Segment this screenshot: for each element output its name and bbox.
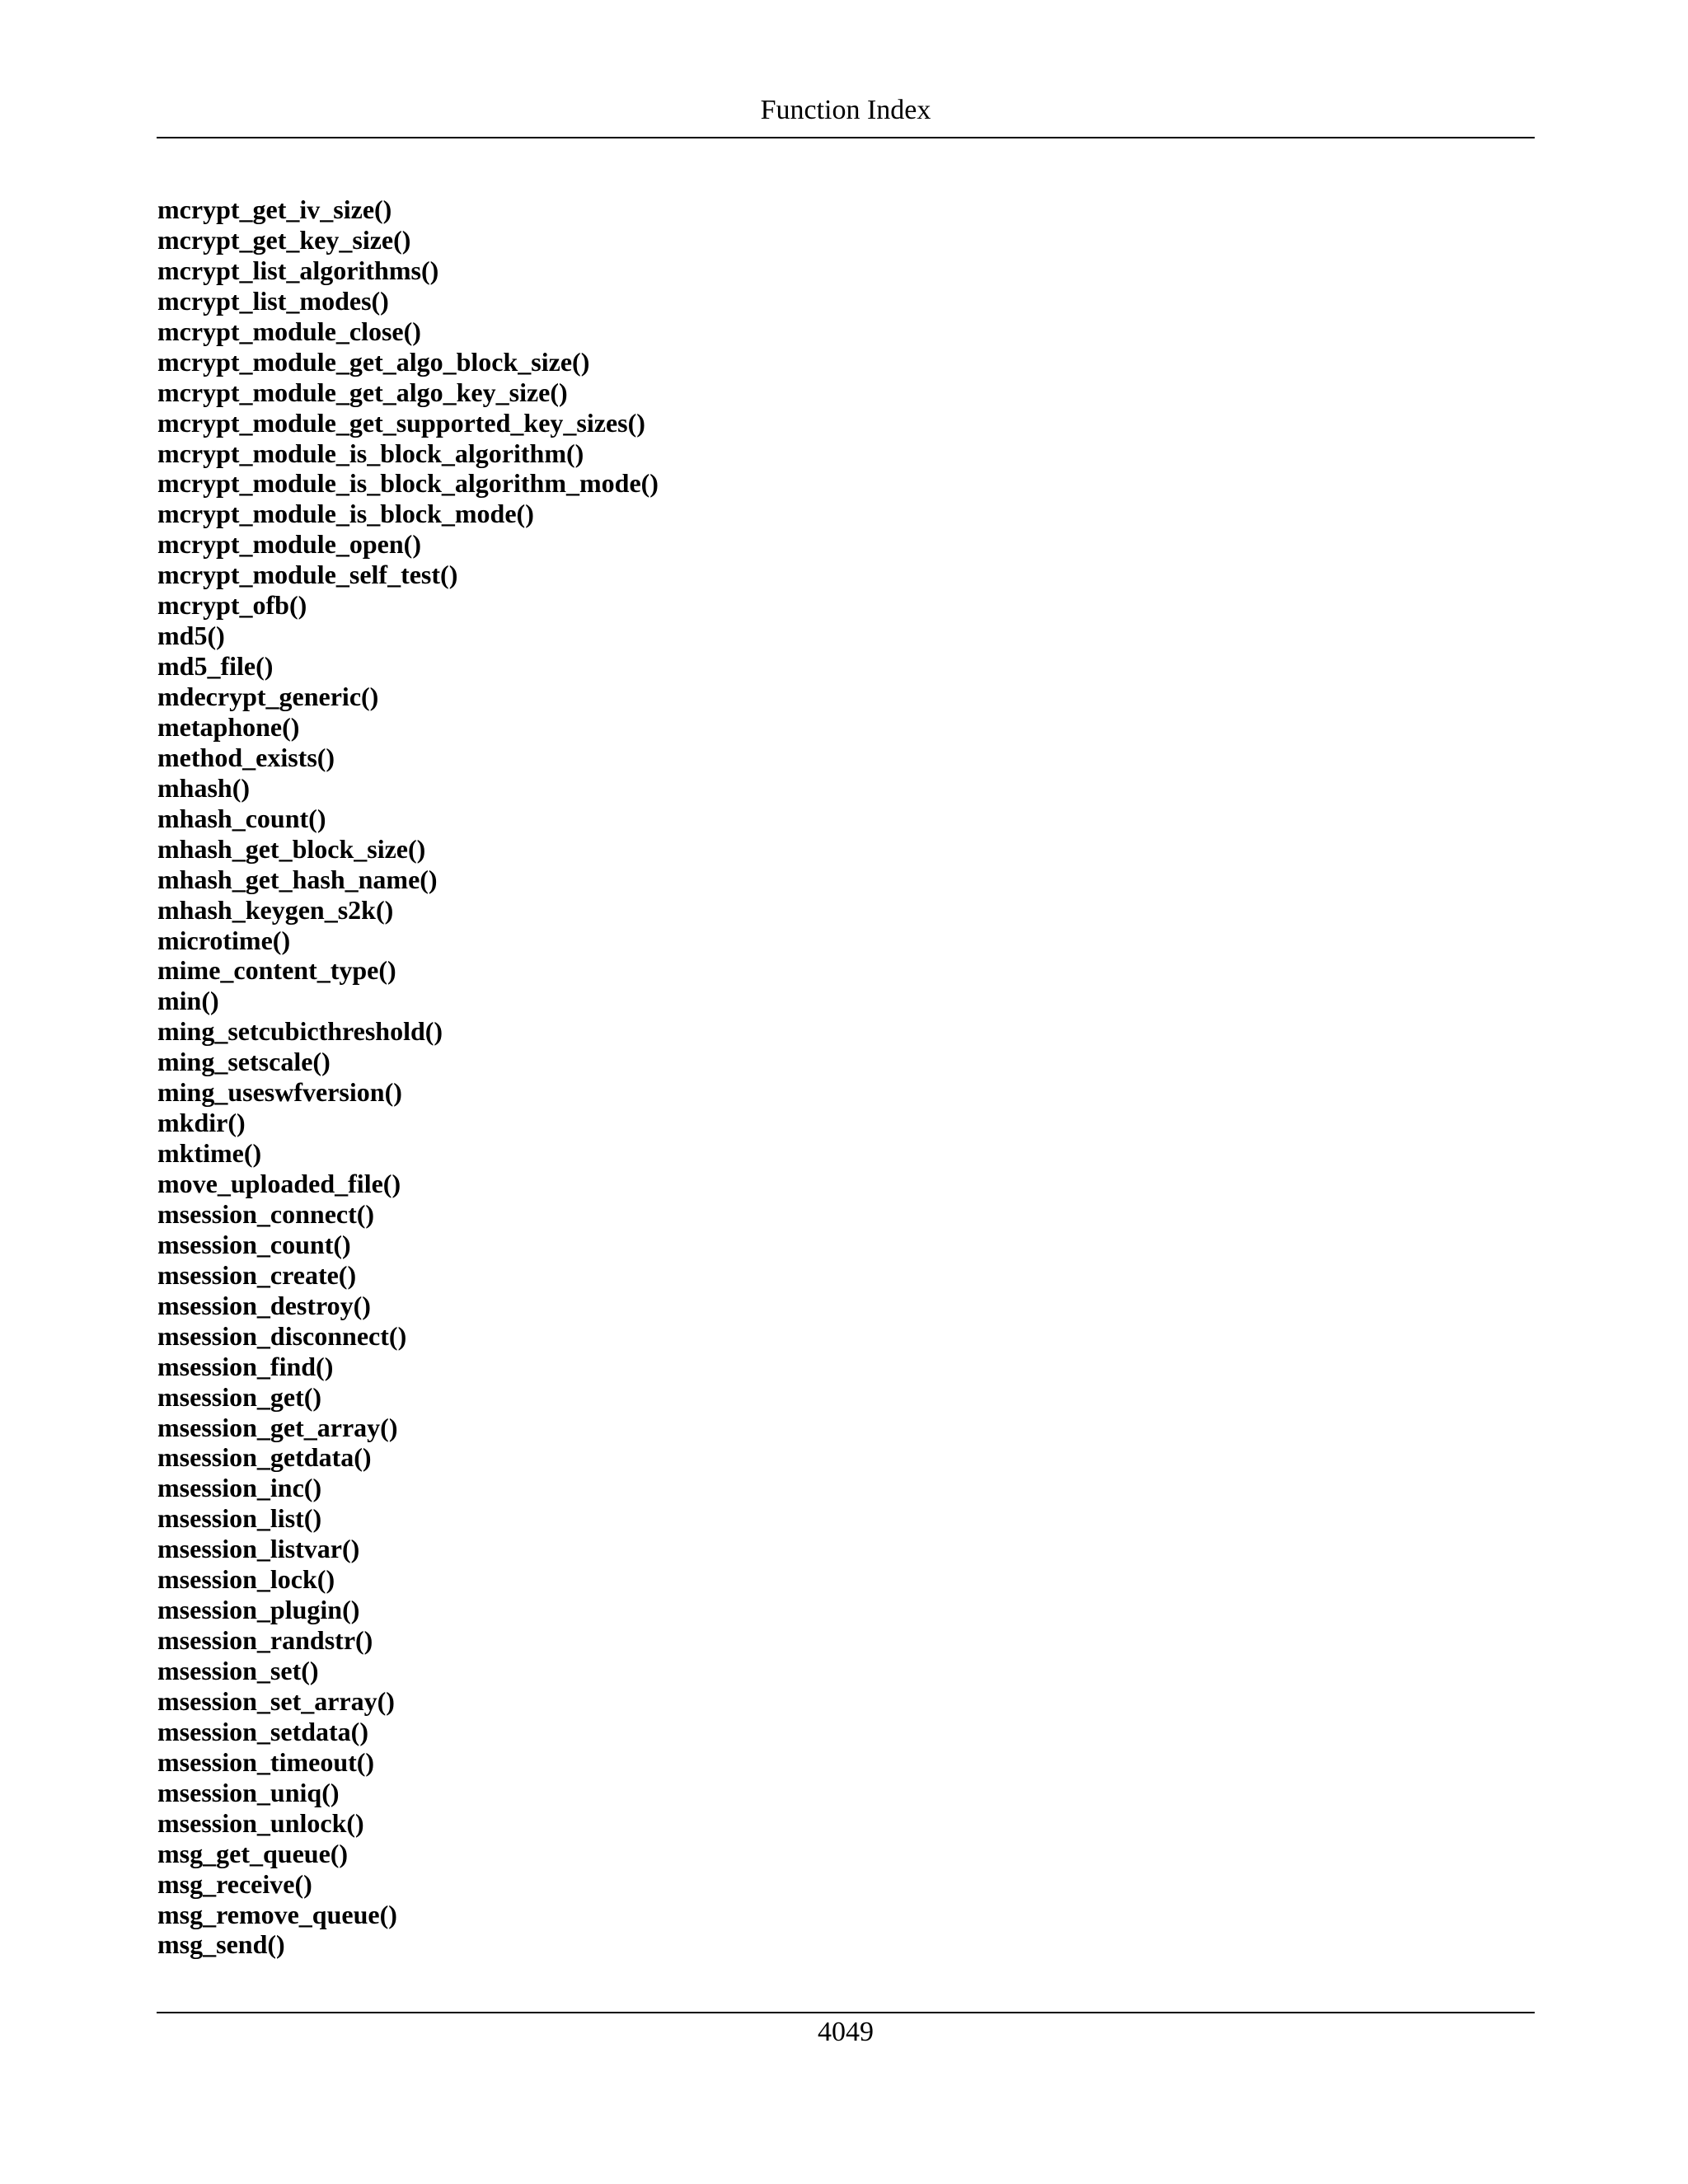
- function-entry: method_exists(): [157, 742, 335, 772]
- function-entry: mcrypt_module_is_block_mode(): [157, 499, 534, 529]
- function-entry: mcrypt_module_self_test(): [157, 560, 458, 590]
- function-entry: msession_plugin(): [157, 1595, 360, 1625]
- function-entry: msg_receive(): [157, 1868, 312, 1899]
- function-entry: ming_setscale(): [157, 1047, 331, 1077]
- function-entry: mcrypt_module_get_algo_block_size(): [157, 346, 590, 377]
- function-entry: msession_uniq(): [157, 1777, 340, 1807]
- function-entry: msession_set(): [157, 1656, 319, 1685]
- function-entry: mcrypt_module_close(): [157, 316, 421, 346]
- function-entry: md5(): [157, 621, 225, 651]
- function-entry: msession_list(): [157, 1503, 322, 1534]
- function-entry: metaphone(): [157, 711, 300, 742]
- header-divider: [157, 137, 1535, 138]
- function-entry: msession_timeout(): [157, 1746, 375, 1777]
- function-entry: msg_remove_queue(): [157, 1899, 397, 1929]
- function-entry: mhash_get_block_size(): [157, 833, 426, 864]
- function-entry: mcrypt_module_get_supported_key_sizes(): [157, 407, 645, 438]
- function-entry: min(): [157, 986, 219, 1016]
- function-entry: mime_content_type(): [157, 955, 396, 986]
- function-entry: mcrypt_module_open(): [157, 529, 421, 560]
- function-entry: mcrypt_list_modes(): [157, 285, 389, 316]
- function-entry: msession_find(): [157, 1351, 334, 1381]
- function-entry: mhash_keygen_s2k(): [157, 894, 394, 925]
- page-header: Function Index: [760, 95, 931, 125]
- function-entry: msession_setdata(): [157, 1716, 368, 1746]
- function-entry: msession_randstr(): [157, 1625, 373, 1656]
- function-entry: md5_file(): [157, 651, 274, 682]
- function-entry: mcrypt_get_key_size(): [157, 224, 411, 255]
- function-entry: msession_get_array(): [157, 1412, 398, 1442]
- function-entry: msession_getdata(): [157, 1442, 372, 1473]
- function-entry: mhash(): [157, 772, 251, 803]
- function-entry: msession_lock(): [157, 1564, 335, 1595]
- function-entry: mcrypt_ofb(): [157, 590, 307, 621]
- function-entry: ming_setcubicthreshold(): [157, 1016, 443, 1047]
- function-entry: mcrypt_module_is_block_algorithm_mode(): [157, 468, 659, 499]
- function-entry: mhash_get_hash_name(): [157, 864, 438, 894]
- function-entry: mcrypt_list_algorithms(): [157, 255, 439, 285]
- function-entry: msession_connect(): [157, 1198, 375, 1229]
- function-entry: msession_set_array(): [157, 1685, 395, 1716]
- function-index-list: [157, 194, 659, 1960]
- function-entry: msg_get_queue(): [157, 1838, 349, 1868]
- function-entry: mcrypt_module_get_algo_key_size(): [157, 377, 568, 407]
- page-number: 4049: [818, 2017, 874, 2047]
- function-entry: msession_inc(): [157, 1473, 322, 1503]
- function-entry: mktime(): [157, 1138, 262, 1169]
- function-entry: move_uploaded_file(): [157, 1169, 401, 1198]
- function-entry: msession_disconnect(): [157, 1320, 407, 1351]
- function-entry: msession_unlock(): [157, 1807, 364, 1838]
- function-entry: msession_count(): [157, 1229, 351, 1259]
- function-entry: msession_get(): [157, 1381, 322, 1412]
- function-entry: mdecrypt_generic(): [157, 682, 379, 711]
- function-entry: mcrypt_get_iv_size(): [157, 194, 392, 224]
- function-entry: mhash_count(): [157, 803, 326, 833]
- function-entry: microtime(): [157, 925, 291, 955]
- function-entry: msg_send(): [157, 1929, 285, 1960]
- function-entry: msession_destroy(): [157, 1290, 371, 1320]
- function-entry: msession_create(): [157, 1259, 357, 1290]
- function-entry: mkdir(): [157, 1108, 246, 1138]
- function-entry: ming_useswfversion(): [157, 1077, 402, 1108]
- function-entry: msession_listvar(): [157, 1534, 360, 1564]
- function-entry: mcrypt_module_is_block_algorithm(): [157, 438, 584, 468]
